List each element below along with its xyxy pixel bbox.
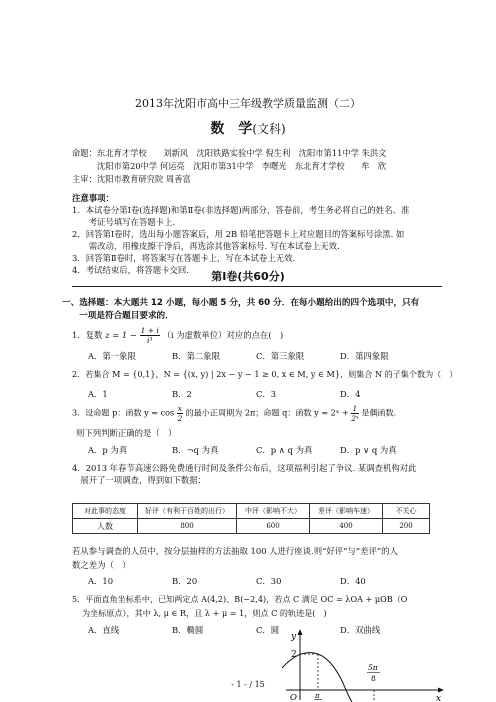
- option-d: D．第四象限: [340, 351, 389, 361]
- q4-after: [72, 544, 398, 572]
- option-b: B．第二象限: [172, 351, 221, 361]
- y-tick-label: 2: [291, 650, 297, 660]
- option-a: A．10: [88, 576, 114, 586]
- option-a: A．第一象限: [88, 351, 136, 361]
- section-heading: [62, 297, 419, 323]
- option-b: B．20: [172, 576, 198, 586]
- option-c: C．p ∧ q 为真: [256, 445, 313, 455]
- q5-line: 为坐标原点），其中 λ, μ ∈ R，且 λ + μ = 1，则点 C 的轨迹是( ): [82, 608, 327, 618]
- q1-stem-tail: （i 为虚数单位）对应的点在( ): [162, 330, 284, 340]
- authors-line: 命题：东北育才学校 刘新风 沈阳铁路实验中学 倪生利 沈阳市第11中学 朱洪文: [72, 148, 387, 158]
- q4-line: 4．2013 年春节高速公路免费通行时间及条件公布后，这项福利引起了争议. 某调查机构对此: [72, 463, 417, 473]
- option-c: C．第三象限: [256, 351, 305, 361]
- x-tick2-num: 5π: [368, 663, 378, 672]
- option-a: A．直线: [88, 625, 120, 635]
- q3-frac2-den: 2ˣ: [351, 414, 359, 423]
- q3-frac1-num: x: [177, 404, 183, 413]
- part-title: 第Ⅰ卷(共60分): [211, 270, 285, 283]
- section-line: 一项是符合题目要求的．: [62, 311, 174, 321]
- subject-name: 数 学: [210, 121, 253, 137]
- q2-options: [88, 388, 360, 400]
- table-header-row: [73, 504, 430, 519]
- question-4: [72, 462, 417, 486]
- q3-stem-tail: 是偶函数.: [361, 407, 397, 418]
- subject-suffix: (文科): [252, 122, 286, 136]
- notice-item: 3．回答第Ⅱ卷时，将答案写在答题卡上，写在本试卷上无效.: [72, 253, 296, 263]
- q4-after-line: 若从参与调查的人员中，按分层抽样的方法抽取 100 人进行座谈.则“好评”与“差评”的人: [72, 546, 398, 556]
- function-graph: [272, 628, 446, 702]
- authors-line: 沈阳市第20中学 何运亮 沈阳市第31中学 李曙光 东北育才学校 牟 欣: [72, 161, 387, 171]
- q1-fraction: [140, 326, 160, 345]
- y-axis-arrow: [298, 629, 303, 635]
- table-row: [73, 519, 430, 534]
- notice-item: 4．考试结束后，将答题卡交回.: [72, 265, 189, 275]
- notice-heading: 注意事项：: [72, 193, 114, 203]
- option-c: C．3: [256, 389, 277, 399]
- page-number: - 1 - / 15: [231, 680, 265, 689]
- table-row-label: 人数: [73, 519, 138, 534]
- option-d: D．4: [340, 389, 361, 399]
- option-c: C．30: [256, 576, 282, 586]
- q1-math: z = 1 −: [105, 330, 137, 340]
- section-line: 一、选择题：本大题共 12 小题，每小题 5 分，共 60 分．在每小题给出的四个选项中，只有: [62, 298, 420, 308]
- table-cell: 600: [237, 519, 310, 534]
- q4-line: 展开了一项调查，得到如下数据：: [72, 475, 206, 485]
- q3-frac1-den: 2: [177, 414, 183, 423]
- q1-frac-num: 1 + i: [140, 326, 159, 335]
- option-b: B．2: [172, 389, 192, 399]
- q5-line: 5．平面直角坐标系中，已知两定点 A(4,2)、B(−2,4)，若点 C 满足 OC = λOA + μOB（O: [72, 594, 408, 604]
- table-header-cell: 中评（影响不大）: [237, 504, 310, 519]
- notice-item: 考证号填写在答题卡上.: [72, 217, 176, 227]
- authors-line: 主审：沈阳市教育研究院 周善富: [72, 174, 191, 184]
- exam-title: 2013年沈阳市高中三年级教学质量监测（二）: [135, 97, 361, 110]
- survey-table: [72, 503, 430, 534]
- x-tick2-den: 8: [371, 674, 376, 683]
- q3-fraction-1: [177, 404, 183, 423]
- table-header-cell: 不关心: [383, 504, 430, 519]
- question-5: [72, 592, 407, 620]
- option-d: D．双曲线: [340, 625, 381, 635]
- q3-line2: 则下列判断正确的是（ ）: [76, 428, 177, 438]
- x-tick1-num: π: [315, 692, 320, 700]
- table-header-cell: 对此事的态度: [73, 504, 138, 519]
- question-1: [72, 326, 283, 345]
- option-b: B．椭圆: [172, 625, 204, 635]
- option-c: C．圆: [256, 625, 280, 635]
- question-2: [72, 369, 457, 380]
- option-d: D．40: [340, 576, 366, 586]
- q3-stem: 3．设命题 p：函数 y = cos: [72, 407, 175, 418]
- q3-fraction-2: [351, 404, 358, 423]
- notice-item: 需改动，用橡皮擦干净后，再选涂其他答案标号. 写在本试卷上无效.: [72, 241, 340, 251]
- q1-options: [88, 350, 389, 362]
- notice-item: 1．本试卷分第Ⅰ卷(选择题)和第Ⅱ卷(非选择题)两部分，答卷前，考生务必将自己的姓名、准: [72, 205, 410, 215]
- authors-block: [72, 147, 387, 186]
- question-3: [72, 404, 396, 423]
- table-cell: 800: [138, 519, 237, 534]
- table-header-cell: 差评（影响车速）: [310, 504, 383, 519]
- q3-options: [88, 444, 397, 456]
- x-label: x: [436, 694, 442, 702]
- origin-label: O: [290, 693, 297, 702]
- option-b: B．¬q 为真: [172, 445, 219, 455]
- y-label: y: [291, 632, 297, 642]
- option-a: A．1: [88, 389, 108, 399]
- option-a: A．p 为真: [88, 445, 128, 455]
- subject-title: [0, 118, 496, 138]
- notice-item: 2．回答第Ⅰ卷时，选出每小题答案后，用 2B 铅笔把答题卡上对应题目的答案标号涂黑. 如: [72, 229, 405, 239]
- table-cell: 400: [310, 519, 383, 534]
- part-divider: [72, 286, 442, 287]
- table-header-cell: 好评（有利于百姓的出行）: [138, 504, 237, 519]
- q4-options: [88, 575, 366, 587]
- q4-after-line: 数之差为（ ）: [72, 560, 131, 570]
- q1-frac-den: i³: [146, 336, 153, 345]
- q3-stem-mid: 的最小正周期为 2π；命题 q：函数 y = 2ˣ +: [185, 407, 349, 418]
- option-d: D．p ∨ q 为真: [340, 445, 397, 455]
- table-cell: 200: [383, 519, 430, 534]
- q3-frac2-num: 1: [352, 404, 358, 413]
- notice-block: [72, 192, 409, 276]
- q1-stem: 1．复数: [72, 330, 103, 340]
- q2-stem: 2．若集合 M = {0,1}，N = {(x, y) | 2x − y − 1 ≥ 0, x ∈ M, y ∈ M}，则集合 N 的子集个数为（ ）: [72, 369, 458, 379]
